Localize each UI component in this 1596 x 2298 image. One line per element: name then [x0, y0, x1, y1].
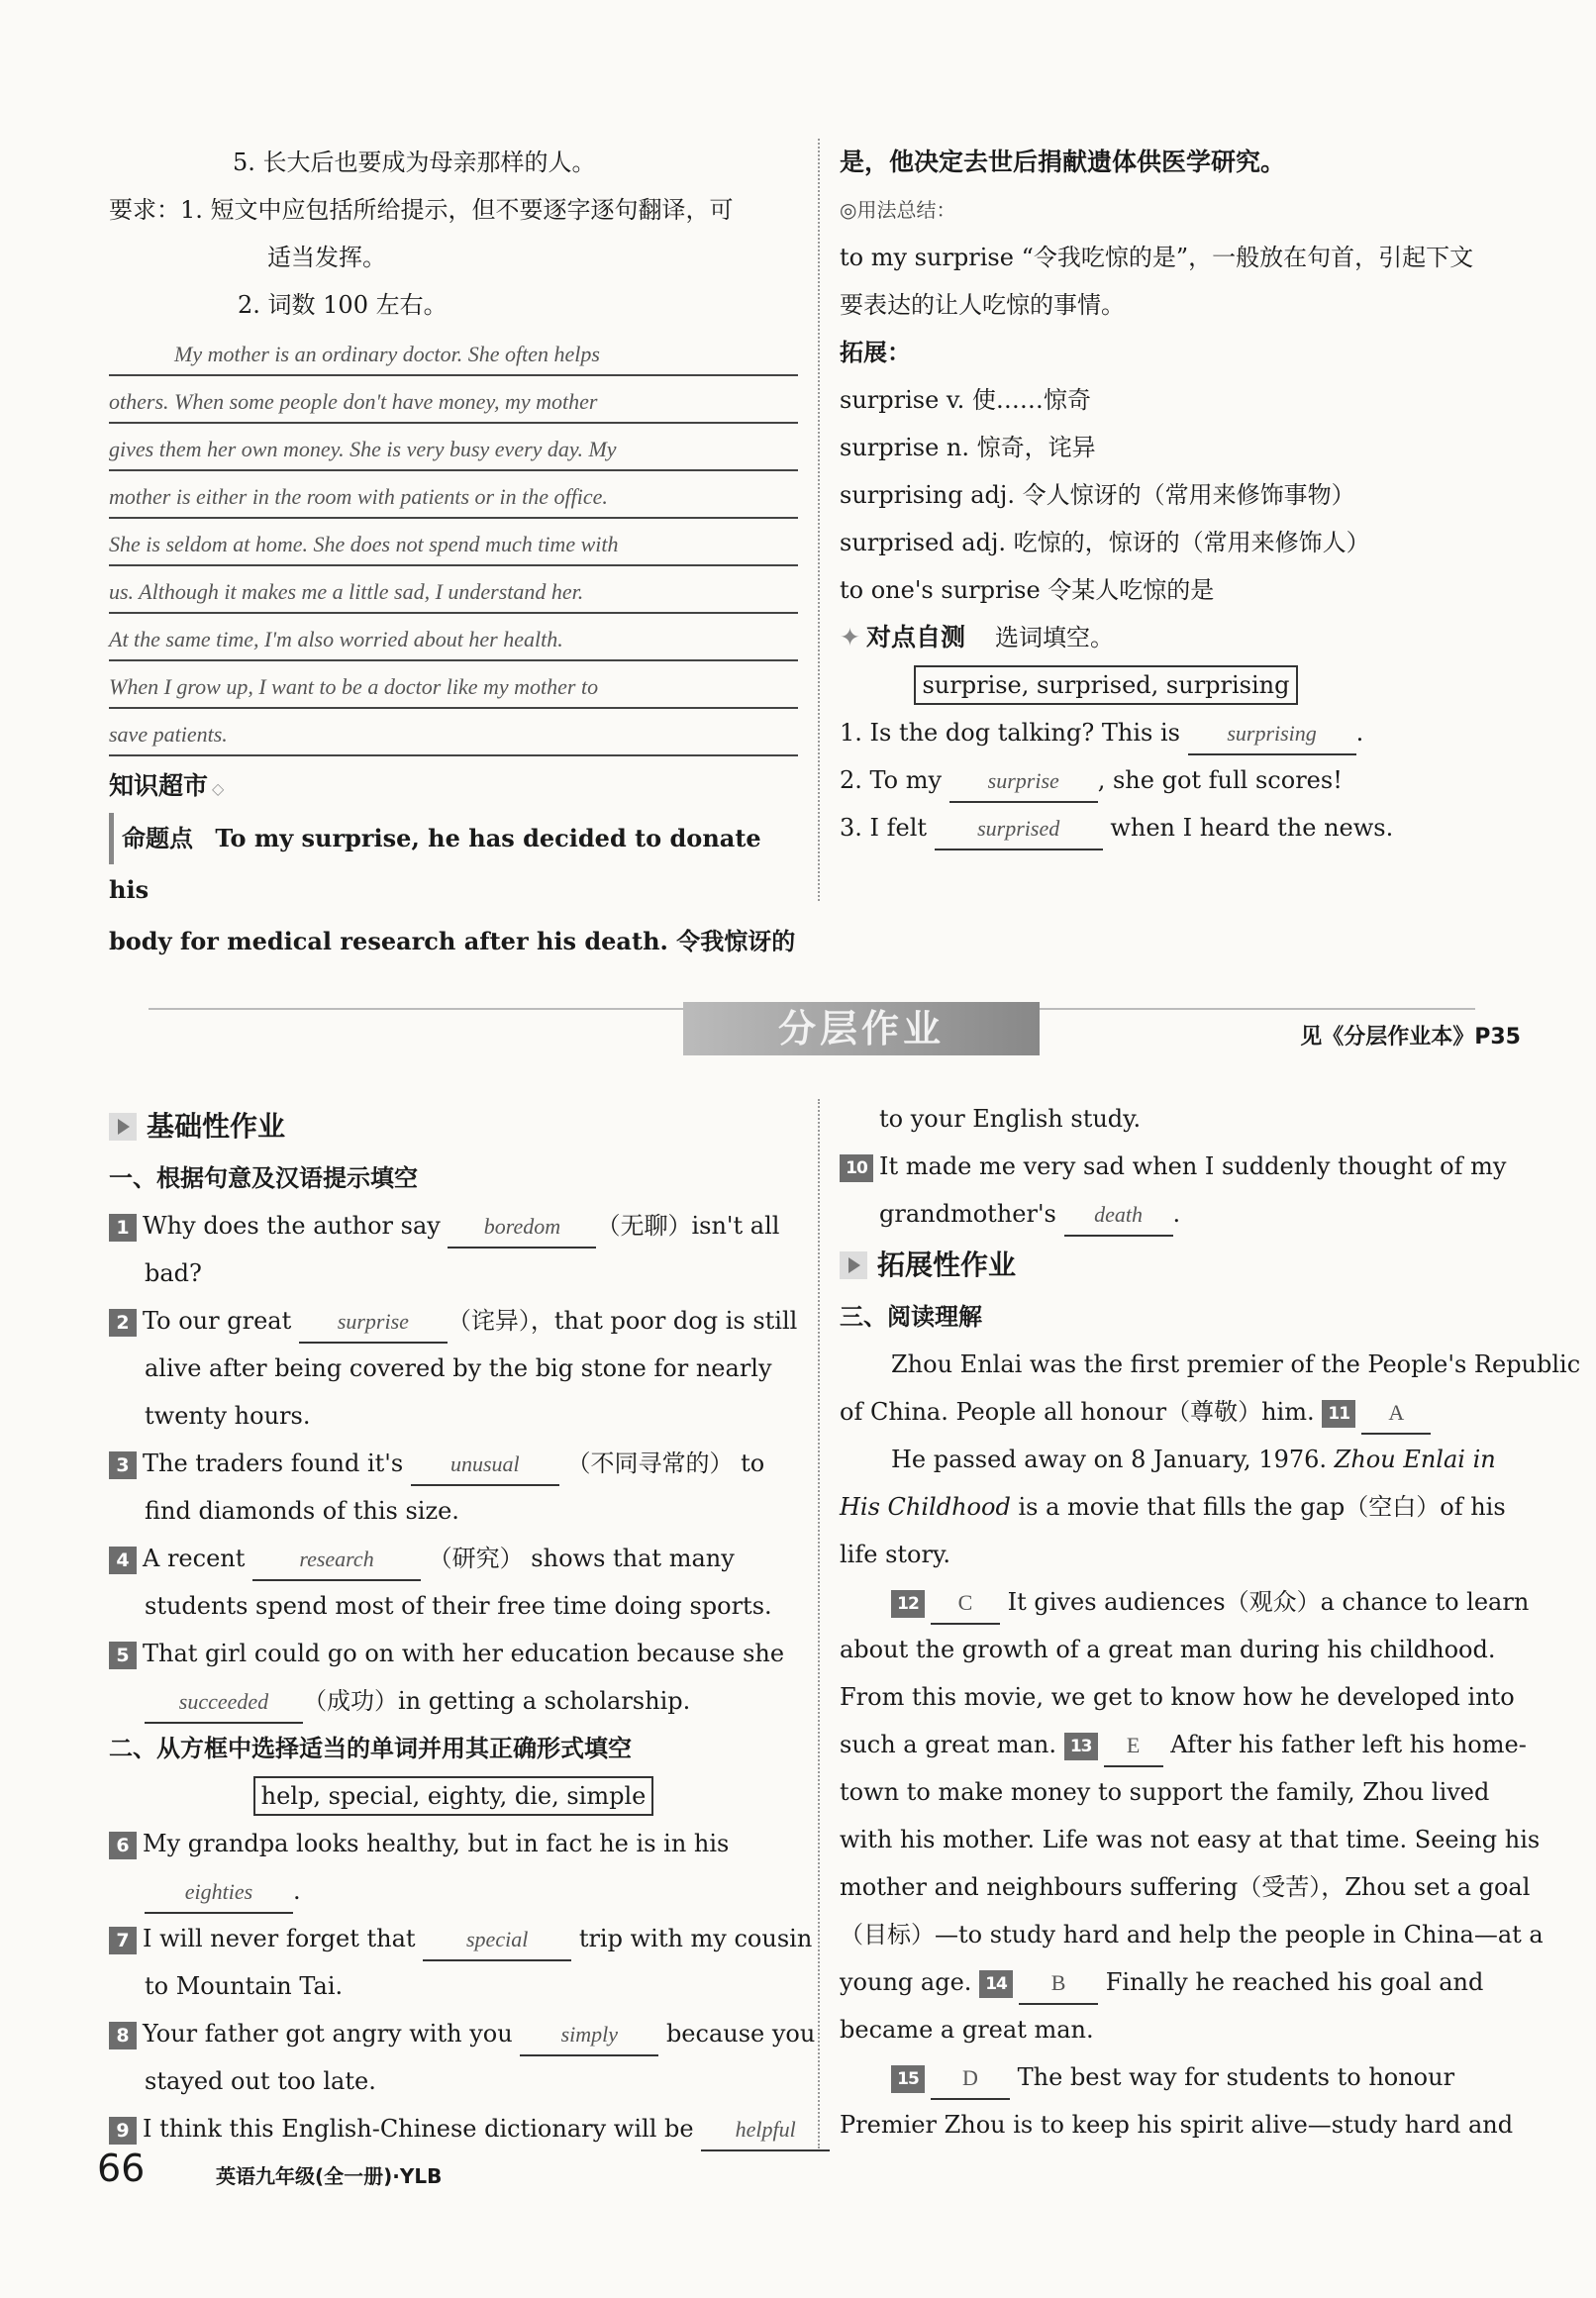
usage-line-2: 要表达的让人吃惊的事情。	[840, 291, 1125, 319]
passage-text: is a movie that fills the gap（空白）of his	[1018, 1493, 1506, 1521]
question-2	[109, 1297, 798, 1345]
layered-homework-banner: 分层作业	[683, 1002, 1040, 1055]
passage-text: After his father left his home-	[1170, 1731, 1527, 1758]
blank-number: 14	[979, 1970, 1013, 1998]
q10-text: It made me very sad when I suddenly thought of my	[879, 1152, 1507, 1180]
self-test-q1	[840, 709, 1521, 756]
question-1	[109, 1202, 798, 1249]
passage-text: He passed away on 8 January, 1976.	[891, 1446, 1328, 1473]
q1-end: （无聊）isn't all	[596, 1212, 780, 1240]
book-footer: 英语九年级(全一册)·YLB	[216, 2164, 443, 2188]
blank-15-answer: D	[931, 2058, 1010, 2100]
q4-end: （研究） shows that many	[428, 1545, 735, 1572]
blank-number: 15	[891, 2065, 925, 2093]
passage-line	[840, 1436, 1523, 1483]
essay-line: At the same time, I'm also worried about her health.	[109, 614, 798, 661]
essay-line: us. Although it makes me a little sad, I understand her.	[109, 566, 798, 614]
passage-line	[840, 1721, 1527, 1768]
q3-end: when I heard the news.	[1110, 814, 1394, 842]
banner-rule-right	[1040, 1008, 1475, 1010]
q7-answer-blank: special	[423, 1920, 571, 1961]
word-box-row	[109, 1772, 798, 1820]
question-number: 2	[109, 1309, 137, 1337]
command-text-cont: 是，他决定去世后捐献遗体供医学研究。	[840, 148, 1286, 176]
part-2-title: 二、从方框中选择适当的单词并用其正确形式填空	[109, 1735, 632, 1762]
part-3-title: 三、阅读理解	[840, 1303, 982, 1331]
blank-13-answer: E	[1104, 1726, 1163, 1767]
column-divider	[818, 139, 820, 901]
word-box: surprise, surprised, surprising	[914, 665, 1297, 705]
question-10	[840, 1143, 1523, 1190]
diamond-icon: ◇	[212, 779, 225, 798]
q4-answer-blank: research	[252, 1540, 421, 1581]
movie-title: Zhou Enlai in	[1334, 1446, 1496, 1473]
passage-text: Finally he reached his goal and	[1105, 1968, 1484, 1996]
knowledge-title	[109, 762, 798, 813]
question-6	[109, 1820, 798, 1867]
passage-line: Premier Zhou is to keep his spirit alive—study hard and	[840, 2111, 1514, 2139]
column-divider	[818, 1099, 820, 2148]
extension-item: surprise n. 惊奇，诧异	[840, 434, 1096, 461]
blank-12-answer: C	[931, 1583, 1000, 1625]
q1-text: 1. Is the dog talking? This is	[840, 719, 1180, 747]
question-number: 9	[109, 2117, 137, 2145]
q7-end: trip with my cousin	[578, 1925, 813, 1952]
passage-line	[840, 1578, 1530, 1626]
q10-mid: grandmother's	[879, 1200, 1056, 1228]
q3-cont: find diamonds of this size.	[145, 1497, 459, 1525]
q1-cont: bad?	[145, 1259, 202, 1287]
q4-text: A recent	[143, 1545, 246, 1572]
question-number: 8	[109, 2022, 137, 2049]
requirement-1: 要求：1. 短文中应包括所给提示，但不要逐字逐句翻译，可	[109, 196, 734, 224]
q1-answer-blank: boredom	[448, 1207, 596, 1249]
question-7	[109, 1915, 813, 1962]
self-test-task: 选词填空。	[994, 624, 1114, 651]
q5-text: That girl could go on with her education because she	[143, 1640, 785, 1667]
self-test-q2	[840, 756, 1521, 804]
passage-text: of China. People all honour（尊敬）him.	[840, 1398, 1315, 1426]
blank-14-answer: B	[1019, 1963, 1098, 2005]
q2-answer-blank: surprise	[299, 1302, 448, 1344]
question-4	[109, 1535, 798, 1582]
essay-line: She is seldom at home. She does not spend much time with	[109, 519, 798, 566]
essay-line: My mother is an ordinary doctor. She often helps	[109, 329, 798, 376]
bottom-right-column	[840, 1095, 1581, 2148]
passage-line: From this movie, we get to know how he developed into	[840, 1683, 1515, 1711]
q6-text: My grandpa looks healthy, but in fact he is in his	[143, 1830, 730, 1857]
passage-line: life story.	[840, 1541, 950, 1568]
q3-answer-blank: unusual	[411, 1445, 559, 1486]
item-5: 5. 长大后也要成为母亲那样的人。	[233, 149, 596, 176]
question-number: 1	[109, 1214, 137, 1242]
q3-end: （不同寻常的） to	[566, 1449, 765, 1477]
essay-line: others. When some people don't have money, my mother	[109, 376, 798, 424]
q6-end: .	[293, 1877, 301, 1905]
requirement-2: 2. 词数 100 左右。	[238, 291, 448, 319]
passage-line: town to make money to support the family, Zhou lived	[840, 1778, 1490, 1806]
self-test-q3	[840, 804, 1521, 851]
q5-answer-blank: succeeded	[145, 1682, 303, 1724]
command-point	[109, 813, 798, 916]
q10-end: .	[1172, 1200, 1181, 1228]
self-test-title: 对点自测	[865, 623, 965, 651]
question-number: 4	[109, 1547, 137, 1574]
q3-text: The traders found it's	[143, 1449, 404, 1477]
question-number: 10	[840, 1154, 873, 1182]
question-number: 6	[109, 1832, 137, 1859]
essay-answer	[109, 329, 798, 756]
q1-answer-blank: surprising	[1188, 714, 1356, 755]
question-number: 3	[109, 1451, 137, 1479]
essay-line: When I grow up, I want to be a doctor like my mother to	[109, 661, 798, 709]
self-test-heading	[840, 614, 1521, 661]
passage-line: （目标）—to study hard and help the people in China—at a	[840, 1921, 1544, 1948]
q8-cont: stayed out too late.	[145, 2067, 376, 2095]
passage-line: became a great man.	[840, 2016, 1094, 2044]
word-box: help, special, eighty, die, simple	[253, 1776, 654, 1816]
passage-text: It gives audiences（观众）a chance to learn	[1007, 1588, 1530, 1616]
command-text-2: body for medical research after his death. 令我惊讶的	[109, 927, 796, 955]
passage-text: young age.	[840, 1968, 972, 1996]
banner-rule-left	[149, 1008, 683, 1010]
extension-item: surprise v. 使……惊奇	[840, 386, 1091, 414]
usage-title: ◎用法总结：	[840, 198, 956, 222]
q3-answer-blank: surprised	[935, 809, 1103, 850]
q1-end: .	[1355, 719, 1364, 747]
q9-answer-blank: helpful	[701, 2110, 830, 2151]
q2-cont-1: alive after being covered by the big stone for nearly	[145, 1354, 772, 1382]
sparkle-icon: ✦	[840, 623, 860, 651]
page-number: 66	[97, 2147, 146, 2190]
word-box-row	[840, 661, 1521, 709]
arrow-icon	[109, 1113, 137, 1141]
q8-text: Your father got angry with you	[143, 2020, 513, 2048]
arrow-icon	[840, 1251, 867, 1279]
question-8	[109, 2010, 816, 2057]
question-number: 5	[109, 1642, 137, 1669]
q6-cont	[109, 1867, 798, 1915]
q2-text: To our great	[143, 1307, 292, 1335]
basic-homework-heading	[109, 1099, 798, 1154]
q1-text: Why does the author say	[143, 1212, 441, 1240]
q6-answer-blank: eighties	[145, 1872, 293, 1914]
question-number: 7	[109, 1927, 137, 1954]
q7-cont: to Mountain Tai.	[145, 1972, 344, 2000]
question-9	[109, 2105, 798, 2152]
passage-line: about the growth of a great man during his childhood.	[840, 1636, 1496, 1663]
passage-text: such a great man.	[840, 1731, 1057, 1758]
q5-cont	[109, 1677, 798, 1725]
knowledge-title-text: 知识超市	[109, 771, 209, 800]
extension-item: surprising adj. 令人惊讶的（常用来修饰事物）	[840, 481, 1355, 509]
q10-cont	[840, 1190, 1523, 1238]
question-5	[109, 1630, 798, 1677]
extension-homework-heading	[840, 1238, 1523, 1293]
command-label: 命题点	[109, 813, 193, 864]
blank-number: 12	[891, 1590, 925, 1618]
q7-text: I will never forget that	[143, 1925, 416, 1952]
extension-item: to one's surprise 令某人吃惊的是	[840, 576, 1215, 604]
q2-end: （诧异），that poor dog is still	[447, 1307, 798, 1335]
command-text-1: To my surprise, he has decided to donate his	[109, 824, 761, 904]
movie-title-cont: His Childhood	[840, 1493, 1011, 1521]
passage-line	[840, 1388, 1523, 1436]
q5-end: （成功）in getting a scholarship.	[303, 1687, 691, 1715]
q10-answer-blank: death	[1064, 1195, 1173, 1237]
extension-homework-title: 拓展性作业	[877, 1249, 1017, 1281]
top-left-column	[109, 139, 798, 967]
extension-item: surprised adj. 吃惊的，惊讶的（常用来修饰人）	[840, 529, 1370, 556]
q9-cont: to your English study.	[879, 1105, 1142, 1133]
usage-line-1: to my surprise “令我吃惊的是”，一般放在句首，引起下文	[840, 244, 1474, 271]
essay-line: mother is either in the room with patients or in the office.	[109, 471, 798, 519]
passage-line	[840, 1958, 1523, 2006]
question-3	[109, 1440, 798, 1487]
blank-11-answer: A	[1361, 1393, 1431, 1435]
requirement-1-cont: 适当发挥。	[267, 244, 386, 271]
blank-number: 11	[1322, 1400, 1355, 1428]
top-right-column	[840, 139, 1521, 851]
passage-line: mother and neighbours suffering（受苦），Zhou set a goal	[840, 1873, 1531, 1901]
basic-homework-title: 基础性作业	[147, 1110, 286, 1143]
q4-cont: students spend most of their free time doing sports.	[145, 1592, 772, 1620]
workbook-reference: 见《分层作业本》P35	[1300, 1025, 1521, 1049]
passage-line: Zhou Enlai was the first premier of the People's Republic	[891, 1350, 1581, 1378]
q2-answer-blank: surprise	[949, 761, 1098, 803]
passage-line	[840, 1483, 1523, 1531]
essay-line: gives them her own money. She is very busy every day. My	[109, 424, 798, 471]
q2-end: , she got full scores!	[1097, 766, 1343, 794]
part-1-title: 一、根据句意及汉语提示填空	[109, 1164, 418, 1192]
q9-text: I think this English-Chinese dictionary will be	[143, 2115, 694, 2143]
extension-title: 拓展：	[840, 339, 911, 366]
bottom-left-column	[109, 1099, 816, 2152]
q3-text: 3. I felt	[840, 814, 928, 842]
passage-line: with his mother. Life was not easy at that time. Seeing his	[840, 1826, 1541, 1853]
q2-text: 2. To my	[840, 766, 943, 794]
blank-number: 13	[1064, 1733, 1098, 1760]
q2-cont-2: twenty hours.	[145, 1402, 311, 1430]
passage-line	[840, 2053, 1523, 2101]
q8-answer-blank: simply	[520, 2015, 658, 2056]
passage-text: The best way for students to honour	[1017, 2063, 1455, 2091]
q8-end: because you	[665, 2020, 816, 2048]
essay-line: save patients.	[109, 709, 798, 756]
